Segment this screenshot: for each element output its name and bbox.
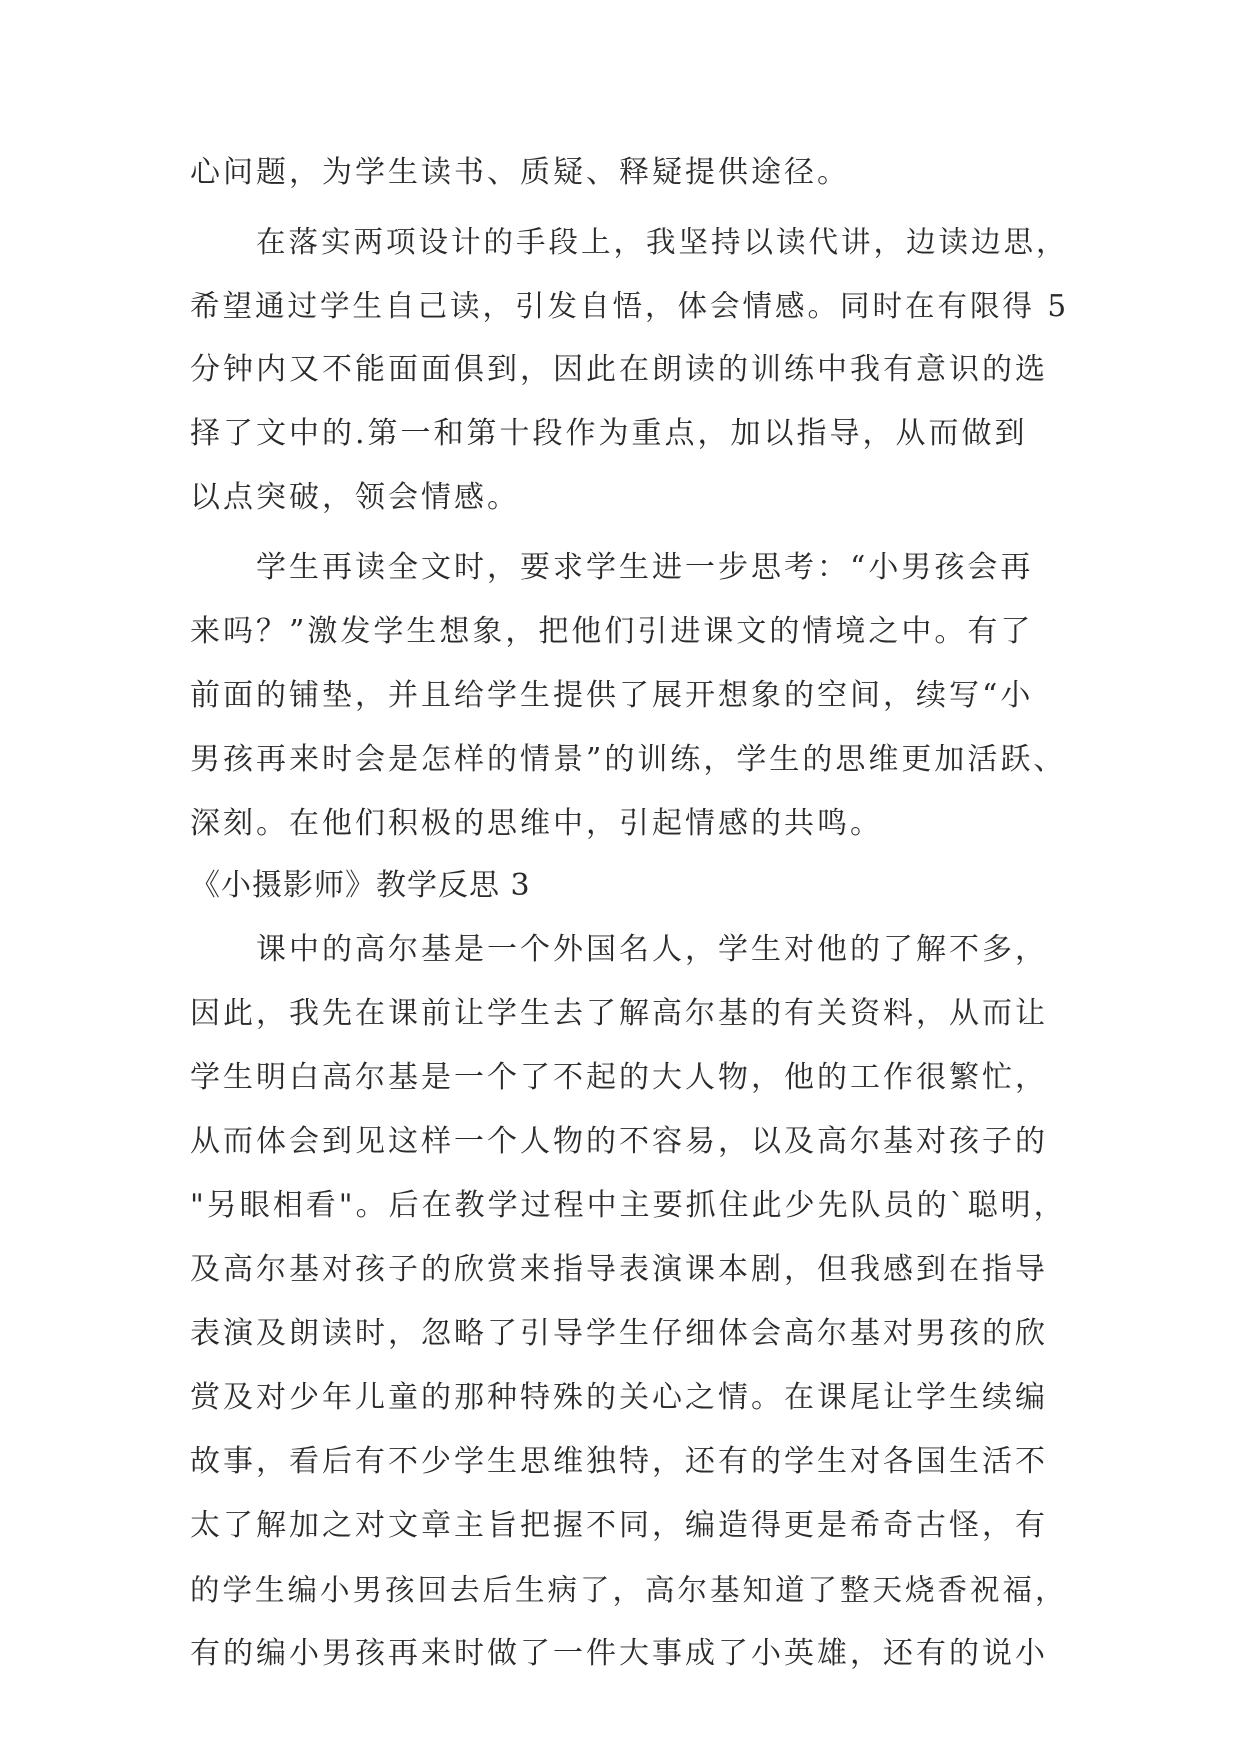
paragraph-line: 从而体会到见这样一个人物的不容易，以及高尔基对孩子的	[190, 1124, 1048, 1159]
paragraph-line: 的学生编小男孩回去后生病了，高尔基知道了整天烧香祝福，	[190, 1573, 1068, 1607]
paragraph-line: 择了文中的.第一和第十段作为重点，加以指导，从而做到	[190, 416, 1028, 451]
paragraph-line: 因此，我先在课前让学生去了解高尔基的有关资料，从而让	[190, 996, 1048, 1031]
paragraph-line: 学生再读全文时，要求学生进一步思考：“小男孩会再	[256, 550, 1034, 585]
paragraph-line: 表演及朗读时，忽略了引导学生仔细体会高尔基对男孩的欣	[190, 1316, 1048, 1351]
paragraph-line: 故事，看后有不少学生思维独特，还有的学生对各国生活不	[190, 1444, 1048, 1479]
paragraph-line: 分钟内又不能面面俱到，因此在朗读的训练中我有意识的选	[190, 352, 1048, 387]
paragraph-line: 太了解加之对文章主旨把握不同，编造得更是希奇古怪，有	[190, 1508, 1048, 1543]
paragraph-line: 赏及对少年儿童的那种特殊的关心之情。在课尾让学生续编	[190, 1380, 1048, 1415]
paragraph-line: 前面的铺垫，并且给学生提供了展开想象的空间，续写“小	[190, 678, 1034, 713]
paragraph-line: "另眼相看"。后在教学过程中主要抓住此少先队员的`聪明，	[190, 1188, 1067, 1223]
paragraph-line: 及高尔基对孩子的欣赏来指导表演课本剧，但我感到在指导	[190, 1252, 1048, 1287]
paragraph-line: 课中的高尔基是一个外国名人，学生对他的了解不多，	[256, 932, 1048, 967]
paragraph-line: 以点突破，领会情感。	[190, 480, 520, 515]
section-heading: 《小摄影师》教学反思 3	[190, 868, 531, 903]
paragraph-line: 深刻。在他们积极的思维中，引起情感的共鸣。	[190, 806, 883, 841]
paragraph-line: 有的编小男孩再来时做了一件大事成了小英雄，还有的说小	[190, 1636, 1048, 1671]
paragraph-line: 心问题，为学生读书、质疑、释疑提供途径。	[190, 155, 850, 190]
paragraph-line: 男孩再来时会是怎样的情景”的训练，学生的思维更加活跃、	[190, 742, 1067, 777]
paragraph-line: 来吗？”激发学生想象，把他们引进课文的情境之中。有了	[190, 614, 1034, 649]
paragraph-line: 在落实两项设计的手段上，我坚持以读代讲，边读边思，	[256, 225, 1069, 259]
paragraph-line: 希望通过学生自己读，引发自悟，体会情感。同时在有限得 5	[190, 289, 1070, 323]
paragraph-line: 学生明白高尔基是一个了不起的大人物，他的工作很繁忙，	[190, 1060, 1048, 1095]
